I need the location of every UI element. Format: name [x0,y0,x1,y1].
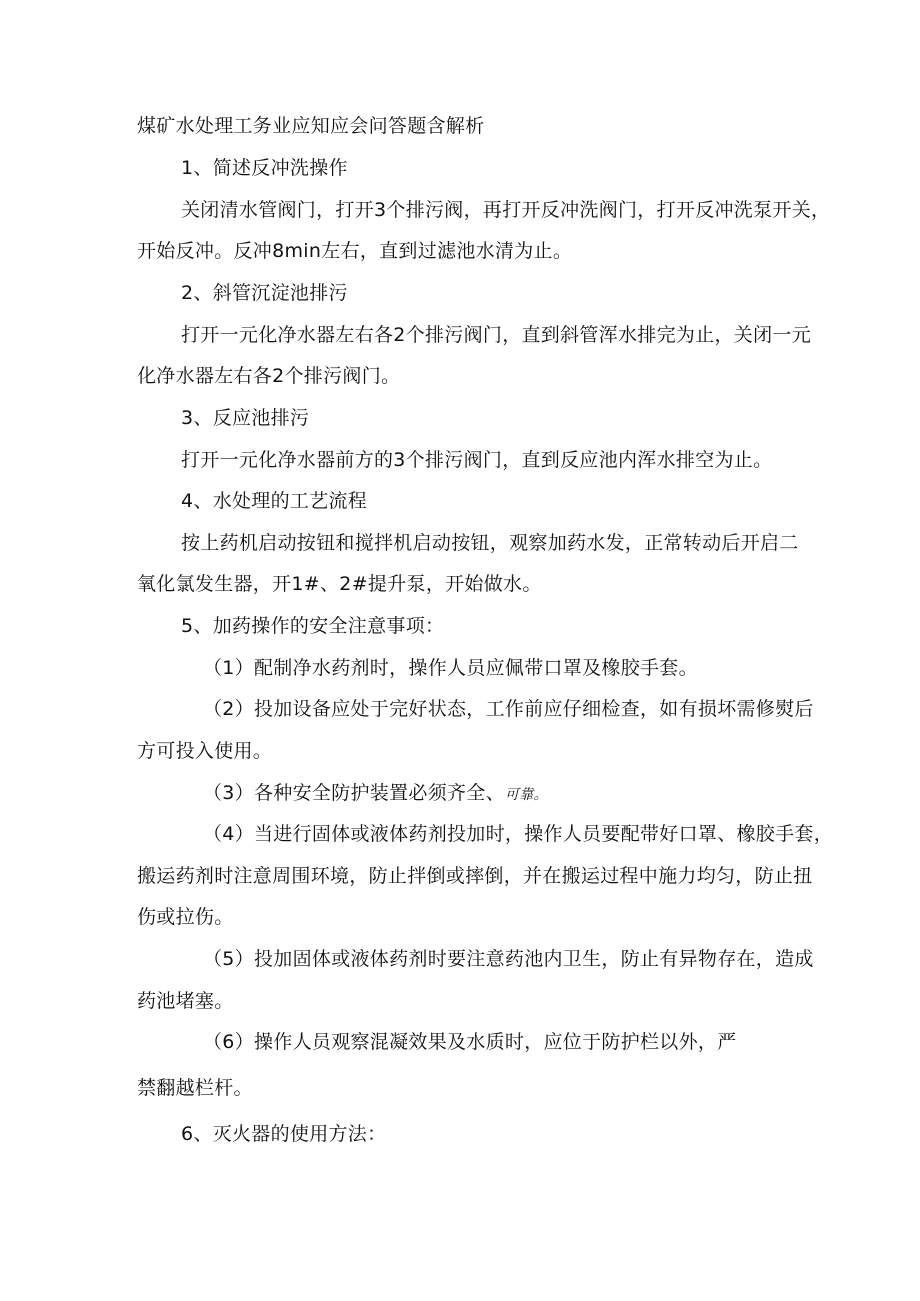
list-item: （6）操作人员观察混凝效果及水质时，应位于防护栏以外，严 [203,1031,737,1053]
list-item-continuation: 伤或拉伤。 [137,906,234,928]
list-item-continuation: 方可投入使用。 [137,740,273,762]
list-item: （4）当进行固体或液体药剂投加时，操作人员要配带好口罩、橡胶手套， [203,823,833,845]
paragraph-line: 化净水器左右各2个排污阀门。 [137,365,401,387]
paragraph-line: 氧化氯发生器，开1#、2#提升泵，开始做水。 [137,573,542,595]
list-item-text: （3）各种安全防护装置必须齐全、 [203,782,505,804]
section-heading: 4、水处理的工艺流程 [181,490,368,512]
list-item: （2）投加设备应处于完好状态，工作前应仔细检查，如有损坏需修熨后 [203,698,814,720]
list-item-continuation: 搬运药剂时注意周围环境，防止拌倒或摔倒，并在搬运过程中施力均匀，防止扭 [137,865,813,887]
section-heading: 6、灭火器的使用方法： [181,1123,387,1145]
section-heading: 2、斜管沉淀池排污 [181,282,348,304]
paragraph-line: 打开一元化净水器前方的3个排污阀门，直到反应池内浑水排空为止。 [181,449,773,471]
list-item-continuation: 禁翻越栏杆。 [137,1077,253,1099]
paragraph-line: 开始反冲。反冲8min左右，直到过滤池水清为止。 [137,240,573,262]
document-title: 煤矿水处理工务业应知应会问答题含解析 [137,115,485,137]
paragraph-line: 打开一元化净水器左右各2个排污阀门，直到斜管浑水排完为止，关闭一元 [181,324,811,346]
list-item-tail: 可靠。 [504,787,548,803]
paragraph-line: 关闭清水管阀门，打开3个排污阀，再打开反冲洗阀门，打开反冲洗泵开关， [181,199,831,221]
list-item: （5）投加固体或液体药剂时要注意药池内卫生，防止有异物存在，造成 [203,948,814,970]
section-heading: 5、加药操作的安全注意事项： [181,615,445,637]
list-item: （1）配制净水药剂时，操作人员应佩带口罩及橡胶手套。 [203,657,698,679]
paragraph-line: 按上药机启动按钮和搅拌机启动按钮，观察加药水发，正常转动后开启二 [181,532,799,554]
section-heading: 3、反应池排污 [181,407,310,429]
list-item-continuation: 药池堵塞。 [137,990,234,1012]
list-item [203,781,548,807]
section-heading: 1、简述反冲洗操作 [181,157,348,179]
